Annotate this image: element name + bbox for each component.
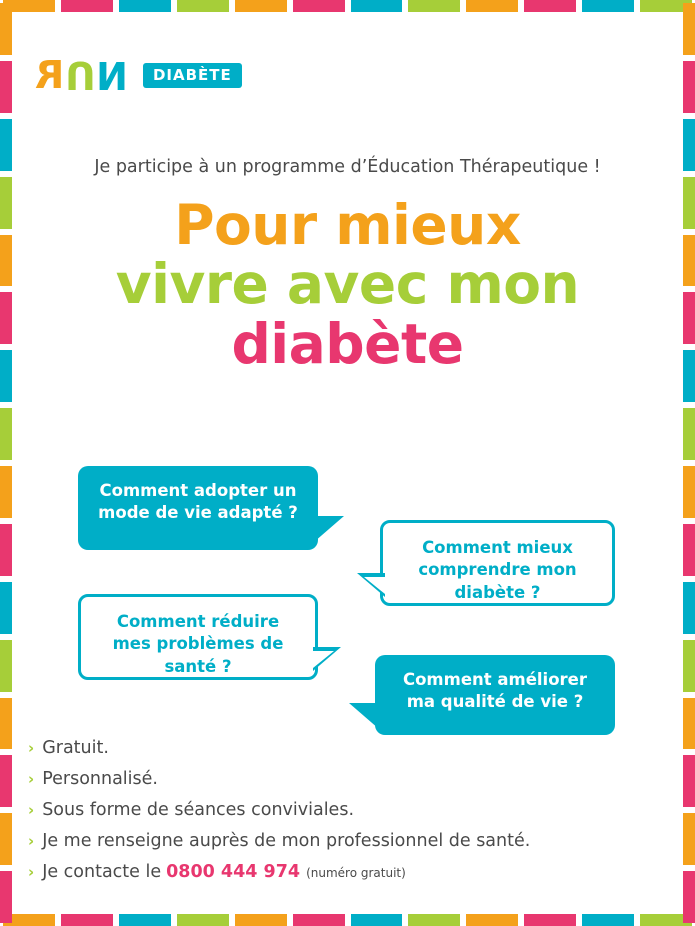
border-segment xyxy=(408,0,460,12)
speech-bubble-2-tail-inner xyxy=(364,577,385,594)
speech-bubble-1-text: Comment adopter un mode de vie adapté ? xyxy=(98,481,298,523)
border-segment xyxy=(408,914,460,926)
title-line-3: diabète xyxy=(231,311,464,376)
border-segment xyxy=(683,408,695,460)
chevron-right-icon: › xyxy=(28,739,35,757)
speech-bubble-3 xyxy=(78,594,318,680)
logo-wordmark xyxy=(34,53,129,97)
border-segment xyxy=(177,0,229,12)
page-title xyxy=(0,193,695,376)
list-item xyxy=(28,800,668,820)
speech-bubble-group xyxy=(0,462,695,752)
border-segment xyxy=(351,914,403,926)
border-segment xyxy=(61,914,113,926)
border-segment xyxy=(0,61,12,113)
benefits-list xyxy=(28,738,668,893)
border-segment xyxy=(524,0,576,12)
border-segment xyxy=(683,813,695,865)
phone-note: (numéro gratuit) xyxy=(306,866,406,880)
chevron-right-icon: › xyxy=(28,832,35,850)
list-item-contact xyxy=(28,862,668,882)
list-item xyxy=(28,831,668,851)
border-segment xyxy=(466,0,518,12)
list-item-label: Je me renseigne auprès de mon professionnel de santé. xyxy=(42,831,531,851)
chevron-right-icon: › xyxy=(28,863,35,881)
logo-letter-u: U xyxy=(64,53,97,97)
border-segment xyxy=(683,871,695,923)
logo-badge-diabete: DIABÈTE xyxy=(143,63,242,88)
speech-bubble-2 xyxy=(380,520,615,606)
border-segment xyxy=(351,0,403,12)
border-segment xyxy=(683,3,695,55)
border-segment xyxy=(0,755,12,807)
speech-bubble-4 xyxy=(375,655,615,735)
list-item xyxy=(28,769,668,789)
speech-bubble-1-tail xyxy=(314,516,344,542)
speech-bubble-3-text: Comment réduire mes problèmes de santé ? xyxy=(112,612,284,676)
border-segment xyxy=(119,914,171,926)
border-segment xyxy=(683,61,695,113)
border-segment xyxy=(0,871,12,923)
phone-number[interactable]: 0800 444 974 xyxy=(166,862,301,882)
border-segment xyxy=(0,408,12,460)
border-segment xyxy=(582,914,634,926)
title-line-2: vivre avec mon xyxy=(115,252,580,317)
border-segment xyxy=(119,0,171,12)
intro-text: Je participe à un programme d’Éducation Thérapeutique ! xyxy=(94,157,601,177)
speech-bubble-1 xyxy=(78,466,318,550)
border-segment xyxy=(235,0,287,12)
speech-bubble-4-tail xyxy=(349,703,379,729)
border-segment xyxy=(582,0,634,12)
border-segment xyxy=(524,914,576,926)
border-segment xyxy=(235,914,287,926)
logo-letter-r: R xyxy=(34,53,65,97)
list-item-label: Gratuit. xyxy=(42,738,109,758)
logo-letter-n: N xyxy=(96,53,129,97)
list-item-label: Sous forme de séances conviviales. xyxy=(42,800,355,820)
chevron-right-icon: › xyxy=(28,801,35,819)
border-segment xyxy=(293,914,345,926)
title-line-1: Pour mieux xyxy=(174,193,521,257)
list-item-label: Personnalisé. xyxy=(42,769,158,789)
brand-logo xyxy=(34,53,242,97)
border-segment xyxy=(61,0,113,12)
border-segment xyxy=(683,755,695,807)
border-segment xyxy=(177,914,229,926)
speech-bubble-3-tail-inner xyxy=(313,651,334,668)
decorative-border-top xyxy=(0,0,695,12)
chevron-right-icon: › xyxy=(28,770,35,788)
speech-bubble-4-text: Comment améliorer ma qualité de vie ? xyxy=(402,670,588,712)
border-segment xyxy=(0,3,12,55)
contact-prefix: Je contacte le xyxy=(42,862,162,882)
speech-bubble-2-text: Comment mieux comprendre mon diabète ? xyxy=(418,538,577,602)
border-segment xyxy=(0,813,12,865)
border-segment xyxy=(466,914,518,926)
border-segment xyxy=(293,0,345,12)
decorative-border-bottom xyxy=(0,914,695,926)
list-item xyxy=(28,738,668,758)
